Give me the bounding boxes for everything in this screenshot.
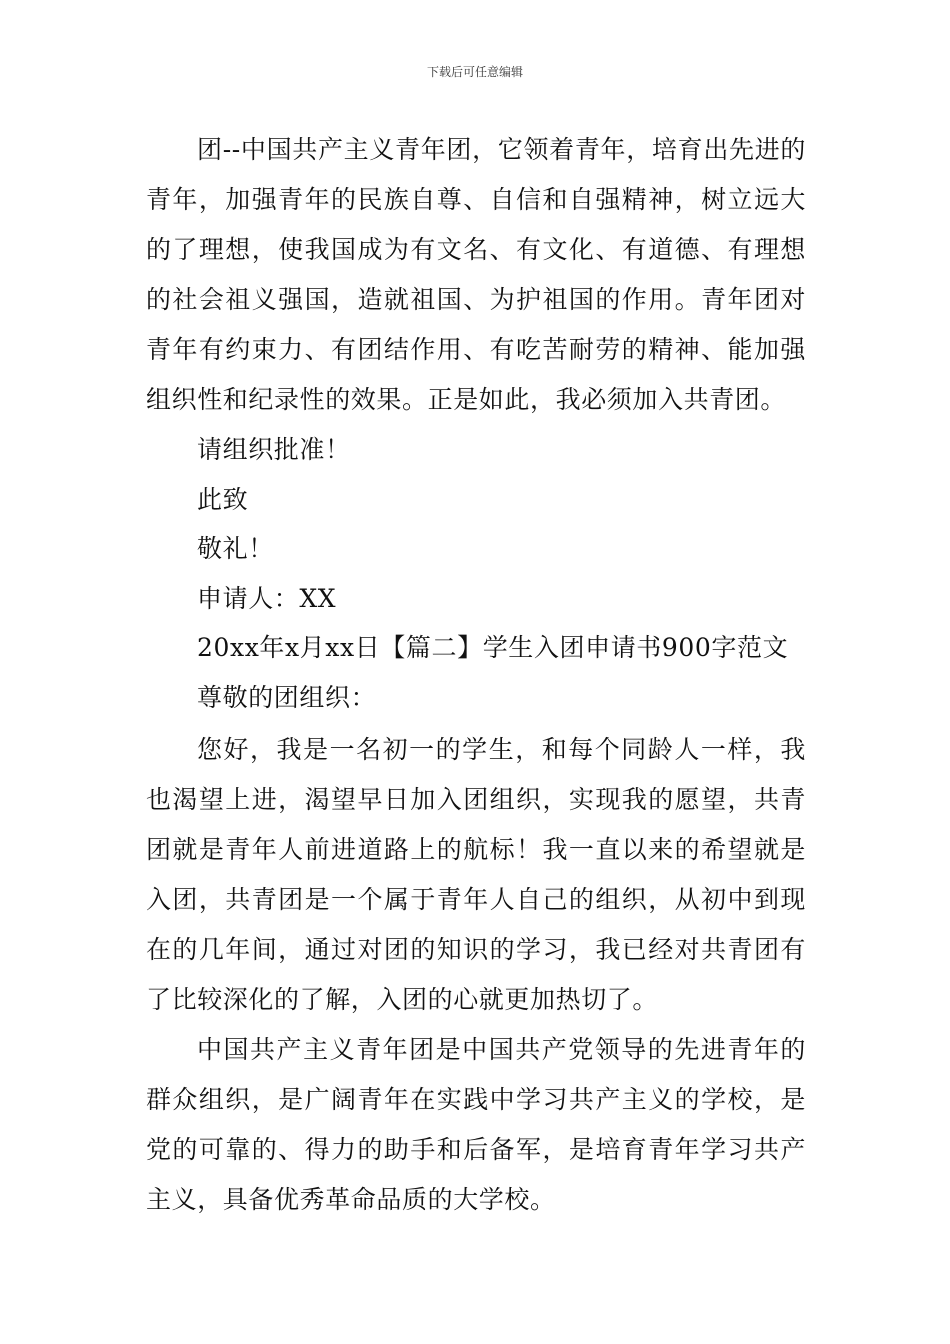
salutation-jingli: 敬礼！	[197, 534, 274, 563]
page-header: 下载后可任意编辑	[426, 65, 523, 79]
paragraph-youth-league-role: 团--中国共产主义青年团，它领着青年，培育出先进的青年，加强青年的民族自尊、自信和自强精神，树立远大的了理想，使我国成为有文名、有文化、有道德、有理想的社会祖义强国，造就祖国、为护祖国的作用。青年团对青年有约束力、有团结作用、有吃苦耐劳的精神、能加强组织性和纪录性的效果。正是如此，我必须加入共青团。	[146, 135, 806, 414]
date-and-section-title: 20xx年x月xx日【篇二】学生入团申请书900字范文	[197, 633, 789, 662]
applicant-line: 申请人：XX	[197, 583, 337, 613]
greeting-line: 尊敬的团组织：	[197, 682, 377, 712]
paragraph-league-definition: 中国共产主义青年团是中国共产党领导的先进青年的群众组织，是广阔青年在实践中学习共产主义的学校，是党的可靠的、得力的助手和后备军，是培育青年学习共产主义，具备优秀革命品质的大学校。	[146, 1035, 806, 1214]
request-approval-line: 请组织批准！	[197, 435, 351, 464]
salutation-cizhi: 此致	[197, 484, 249, 514]
paragraph-introduction: 您好，我是一名初一的学生，和每个同龄人一样，我也渴望上进，渴望早日加入团组织，实现我的愿望，共青团就是青年人前进道路上的航标！我一直以来的希望就是入团，共青团是一个属于青年人自己的组织，从初中到现在的几年间，通过对团的知识的学习，我已经对共青团有了比较深化的了解，入团的心就更加热切了。	[146, 735, 806, 1014]
document-body	[146, 125, 806, 1225]
